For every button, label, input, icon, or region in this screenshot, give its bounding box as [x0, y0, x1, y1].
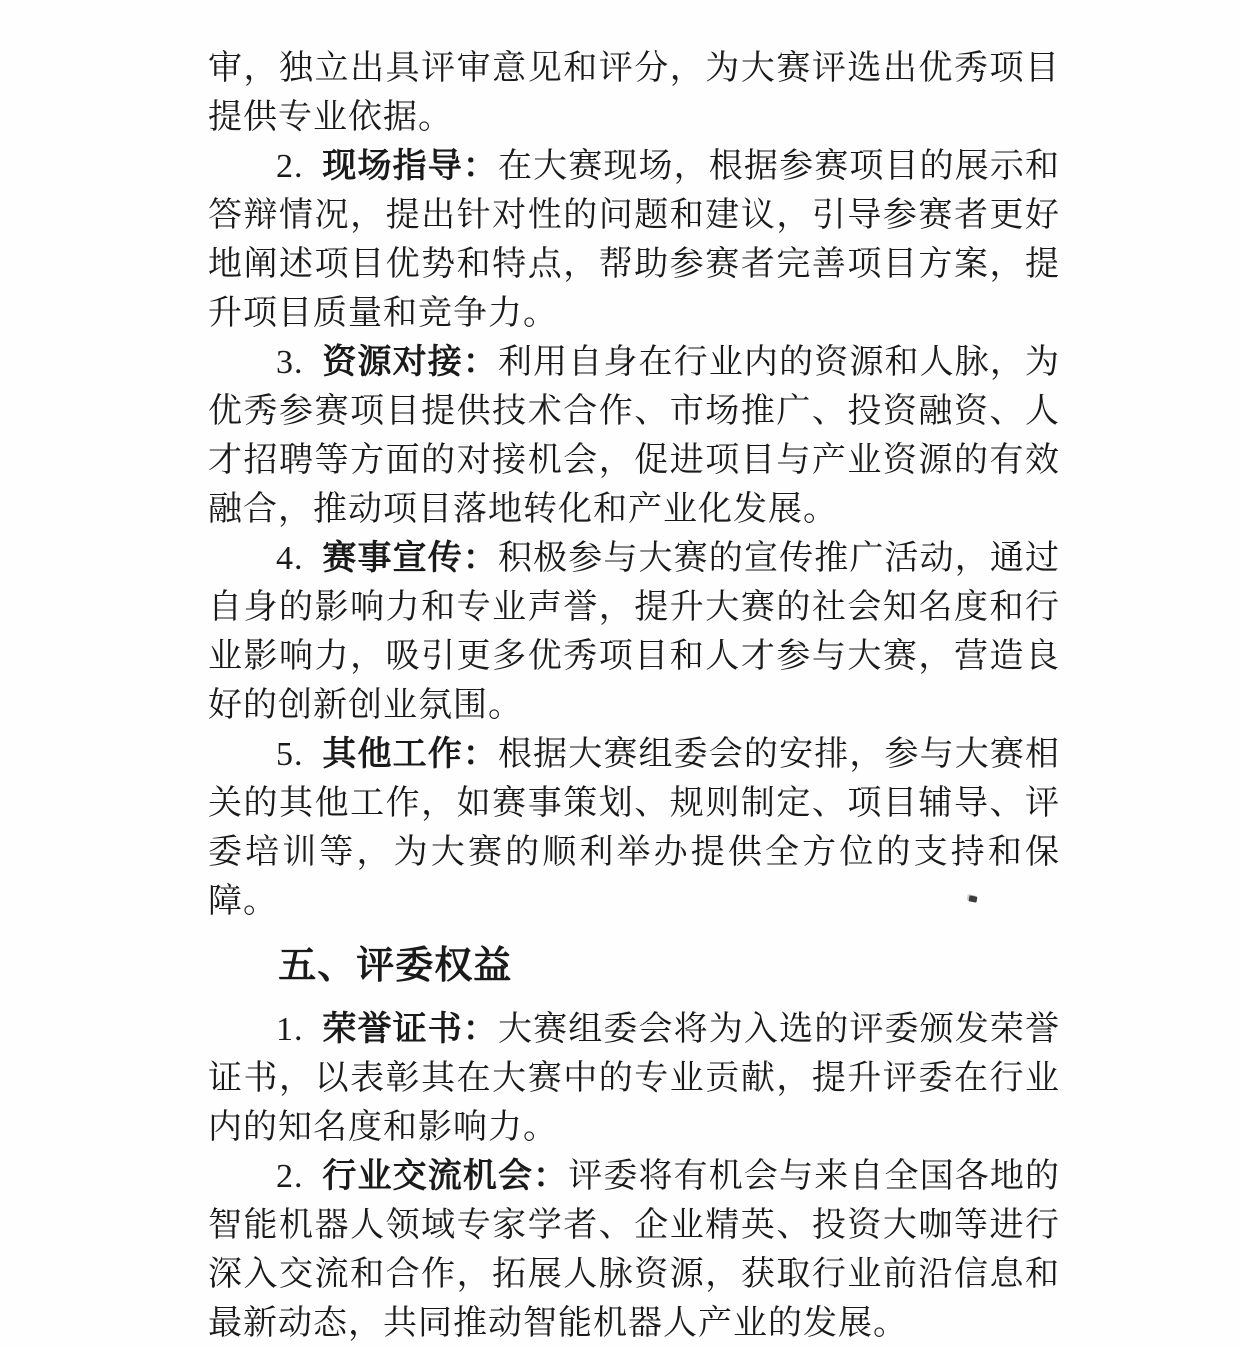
item-number: 3. [276, 344, 304, 381]
item-number: 4. [276, 540, 304, 577]
ink-speck-artifact [969, 895, 978, 902]
item-number: 2. [276, 148, 304, 185]
list-item-onsite-guidance [208, 142, 1060, 338]
list-item-event-promotion [208, 534, 1060, 730]
item-text: 在大赛现场，根据参赛项目的展示和答辩情况，提出针对性的问题和建议，引导参赛者更好地阐述项目优势和特点，帮助参赛者完善项目方案，提升项目质量和竞争力。 [208, 148, 1061, 332]
item-label: 资源对接： [322, 344, 498, 381]
item-number: 2. [276, 1158, 304, 1195]
item-label: 荣誉证书： [322, 1011, 498, 1048]
item-text: 评委将有机会与来自全国各地的智能机器人领域专家学者、企业精英、投资大咖等进行深入交流和合作，拓展人脉资源，获取行业前沿信息和最新动态，共同推动智能机器人产业的发展。 [208, 1158, 1061, 1342]
list-item-honor-certificate [208, 1005, 1060, 1152]
item-label: 现场指导： [322, 148, 498, 185]
section-heading-judge-benefits: 五、评委权益 [278, 945, 513, 987]
item-text: 根据大赛组委会的安排，参与大赛相关的其他工作，如赛事策划、规则制定、项目辅导、评委培训等，为大赛的顺利举办提供全方位的支持和保障。 [208, 736, 1061, 920]
item-text: 积极参与大赛的宣传推广活动，通过自身的影响力和专业声誉，提升大赛的社会知名度和行业影响力，吸引更多优秀项目和人才参与大赛，营造良好的创新创业氛围。 [208, 540, 1061, 724]
item-number: 1. [276, 1011, 304, 1048]
item-label: 行业交流机会： [322, 1158, 569, 1195]
item-text: 利用自身在行业内的资源和人脉，为优秀参赛项目提供技术合作、市场推广、投资融资、人才招聘等方面的对接机会，促进项目与产业资源的有效融合，推动项目落地转化和产业化发展。 [208, 344, 1061, 528]
list-item-other-work [208, 730, 1060, 926]
list-item-resource-matching [208, 338, 1060, 534]
paragraph-continuation [208, 44, 1060, 142]
list-item-industry-exchange [208, 1152, 1060, 1347]
item-label: 其他工作： [322, 736, 498, 773]
item-text: 大赛组委会将为入选的评委颁发荣誉证书，以表彰其在大赛中的专业贡献，提升评委在行业内的知名度和影响力。 [208, 1011, 1061, 1146]
item-number: 5. [276, 736, 304, 773]
item-label: 赛事宣传： [322, 540, 498, 577]
paragraph-text: 审，独立出具评审意见和评分，为大赛评选出优秀项目提供专业依据。 [208, 50, 1060, 136]
